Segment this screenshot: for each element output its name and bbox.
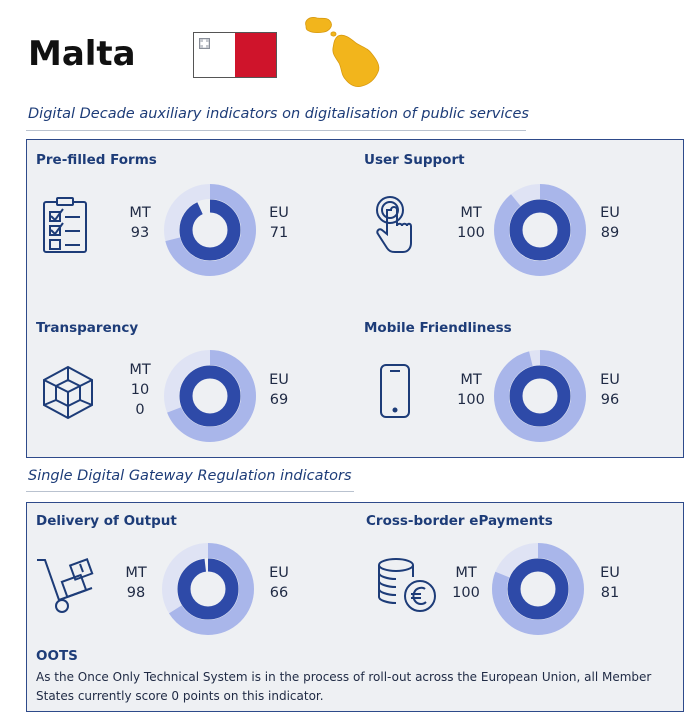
indicator-title: Cross-border ePayments (366, 513, 553, 529)
section-title-sdg: Single Digital Gateway Regulation indicators (28, 468, 352, 484)
donut-chart-delivery-of-output (162, 543, 254, 635)
donut-chart-cross-border-epayments (492, 543, 584, 635)
indicator-title: User Support (364, 152, 465, 168)
section-title-digital-decade: Digital Decade auxiliary indicators on digitalisation of public services (28, 106, 529, 122)
section-rule-2 (26, 491, 354, 492)
mt-label: MT (455, 565, 477, 581)
indicator-title: Pre-filled Forms (36, 152, 157, 168)
hand-truck-icon (34, 554, 98, 616)
malta-flag (193, 32, 277, 78)
mt-label: MT (460, 205, 482, 221)
flag-red-half (235, 33, 276, 77)
eu-value: 71 (269, 225, 289, 241)
mt-ring-value (516, 372, 564, 420)
eu-label: EU (600, 565, 620, 581)
coins-euro-icon (374, 556, 440, 614)
mt-label: MT (129, 205, 151, 221)
smartphone-icon (378, 362, 412, 420)
donut-chart-mobile-friendliness (494, 350, 586, 442)
donut-chart-user-support (494, 184, 586, 276)
mt-ring-value (186, 206, 234, 254)
george-cross-icon (199, 38, 210, 49)
mt-value: 100 (452, 585, 480, 601)
mt-value: 100 (457, 392, 485, 408)
eu-label: EU (269, 372, 289, 388)
section-rule-1 (26, 130, 526, 131)
eu-value: 66 (269, 585, 289, 601)
form-checklist-icon (40, 196, 94, 256)
mt-ring-value (184, 565, 232, 613)
flag-white-half (194, 33, 235, 77)
oots-description: As the Once Only Technical System is in the process of roll-out across the European Union, all Member States currently score 0 points on this indicator. (36, 670, 652, 703)
donut-chart-transparency (164, 350, 256, 442)
mt-ring-value (516, 206, 564, 254)
mt-label: MT (125, 565, 147, 581)
mt-ring-value (514, 565, 562, 613)
indicator-title: Mobile Friendliness (364, 320, 512, 336)
eu-value: 69 (269, 392, 289, 408)
mt-ring-value (186, 372, 234, 420)
touch-hand-icon (374, 194, 418, 260)
mt-value: 93 (130, 225, 150, 241)
eu-label: EU (269, 205, 289, 221)
country-title: Malta (28, 34, 136, 74)
eu-label: EU (600, 372, 620, 388)
mt-label: MT (460, 372, 482, 388)
oots-title: OOTS (36, 648, 78, 664)
mt-label: MT (129, 362, 151, 378)
transparent-cube-icon (40, 364, 96, 420)
eu-value: 96 (600, 392, 620, 408)
eu-label: EU (600, 205, 620, 221)
indicator-title: Delivery of Output (36, 513, 177, 529)
indicator-title: Transparency (36, 320, 139, 336)
mt-value: 100 (457, 225, 485, 241)
eu-value: 81 (600, 585, 620, 601)
mt-value: 98 (126, 585, 146, 601)
donut-chart-pre-filled-forms (164, 184, 256, 276)
malta-map-icon (300, 12, 390, 92)
mt-value: 10 0 (130, 382, 150, 418)
eu-value: 89 (600, 225, 620, 241)
eu-label: EU (269, 565, 289, 581)
